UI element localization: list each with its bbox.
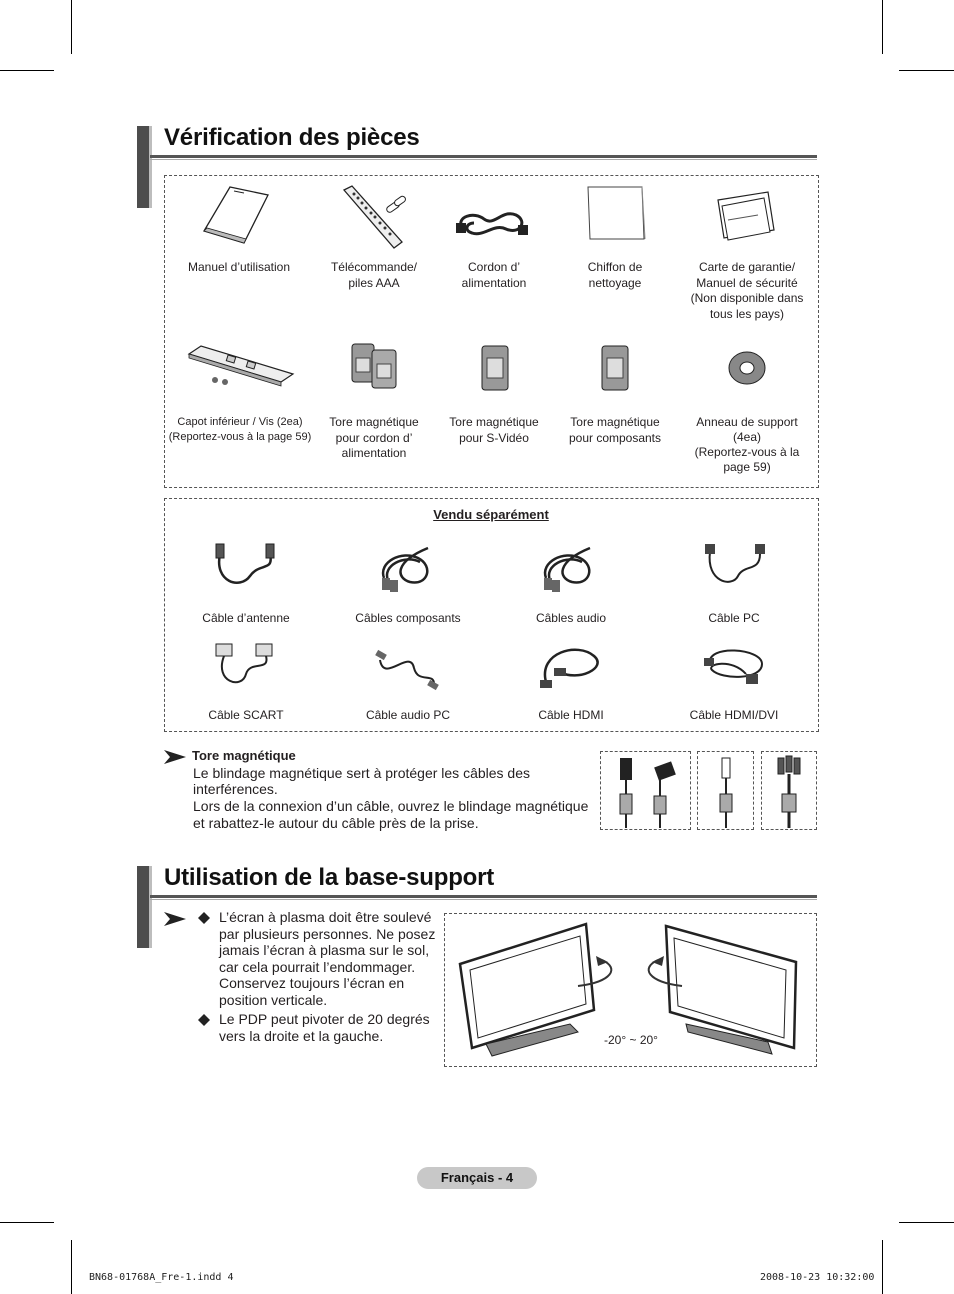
hdmi-cable-icon bbox=[538, 642, 608, 692]
pc-audio-cable-icon bbox=[374, 644, 440, 692]
cable-label: Câble PC bbox=[708, 611, 760, 625]
remote-icon bbox=[338, 184, 410, 252]
cable-label: Câble SCART bbox=[208, 708, 284, 722]
crop-mark bbox=[899, 1222, 954, 1223]
item-label: Tore magnétique pour cordon d’ alimentation bbox=[329, 415, 419, 460]
item-label: Manuel d’utilisation bbox=[187, 260, 291, 274]
section-rule bbox=[150, 155, 817, 158]
cable-label: Câble HDMI/DVI bbox=[689, 708, 779, 722]
crop-mark bbox=[882, 1240, 883, 1294]
note-line: Le blindage magnétique sert à protéger les câbles des bbox=[193, 765, 530, 781]
section-title: Vérification des pièces bbox=[164, 124, 420, 151]
note-arrow-icon bbox=[164, 750, 186, 764]
section-rule bbox=[150, 159, 817, 160]
cleaning-cloth-icon bbox=[584, 185, 646, 241]
section-bar bbox=[137, 126, 152, 208]
page-number: Français - 4 bbox=[417, 1167, 537, 1189]
cable-label: Câble HDMI bbox=[538, 708, 604, 722]
cable-label: Câble d’antenne bbox=[202, 611, 290, 625]
stand-bullet-line: jamais l’écran à plasma sur le sol, bbox=[219, 942, 430, 958]
stand-bullet-line: position verticale. bbox=[219, 992, 328, 1008]
ferrite-core-component-icon bbox=[598, 344, 632, 392]
section-bar bbox=[137, 866, 152, 948]
section-rule bbox=[150, 895, 817, 898]
ferrite-component-illustration bbox=[764, 754, 814, 828]
item-label: Chiffon de nettoyage bbox=[587, 260, 643, 290]
ferrite-power-illustration bbox=[604, 754, 688, 828]
stand-bullet-line: Conservez toujours l’écran en bbox=[219, 975, 405, 991]
power-cord-icon bbox=[454, 205, 532, 239]
pc-cable-icon bbox=[702, 542, 766, 594]
item-label: Cordon d’ alimentation bbox=[461, 260, 527, 290]
bullet-diamond-icon bbox=[198, 1014, 210, 1026]
component-cables-icon bbox=[378, 542, 438, 594]
ferrite-svideo-illustration bbox=[700, 754, 752, 828]
item-label: Tore magnétique pour composants bbox=[568, 415, 662, 445]
stand-bullet-line: car cela pourrait l’endommager. bbox=[219, 959, 416, 975]
item-label: Capot inférieur / Vis (2ea) (Reportez-vous à la page 59) bbox=[168, 416, 312, 443]
bottom-cover-icon bbox=[185, 344, 295, 390]
note-line: Lors de la connexion d’un câble, ouvrez le blindage magnétique bbox=[193, 798, 589, 814]
slug-date: 2008-10-23 10:32:00 bbox=[760, 1272, 875, 1283]
hdmi-dvi-cable-icon bbox=[702, 644, 768, 690]
audio-cables-icon bbox=[540, 542, 600, 594]
crop-mark bbox=[882, 0, 883, 54]
holder-ring-icon bbox=[726, 348, 768, 388]
sold-separately-heading: Vendu séparément bbox=[433, 507, 549, 522]
note-line: interférences. bbox=[193, 781, 278, 797]
section-title: Utilisation de la base-support bbox=[164, 864, 495, 891]
manual-icon bbox=[200, 185, 272, 245]
note-line: et rabattez-le autour du câble près de la prise. bbox=[193, 815, 479, 831]
rotation-range-label: -20° ~ 20° bbox=[604, 1033, 658, 1047]
section-rule bbox=[150, 899, 817, 900]
crop-mark bbox=[71, 1240, 72, 1294]
crop-mark bbox=[899, 70, 954, 71]
antenna-cable-icon bbox=[210, 542, 278, 594]
crop-mark bbox=[0, 70, 54, 71]
ferrite-core-svideo-icon bbox=[478, 344, 512, 392]
scart-cable-icon bbox=[212, 642, 276, 692]
cable-label: Câble audio PC bbox=[365, 708, 451, 722]
item-label: Carte de garantie/ Manuel de sécurité (Non disponible dans tous les pays) bbox=[690, 260, 804, 321]
crop-mark bbox=[0, 1222, 54, 1223]
ferrite-core-power-icon bbox=[350, 340, 400, 392]
item-label: Anneau de support (4ea) (Reportez-vous à la page 59) bbox=[694, 415, 800, 474]
warranty-card-icon bbox=[714, 190, 778, 244]
bullet-diamond-icon bbox=[198, 912, 210, 924]
stand-bullet-line: L’écran à plasma doit être soulevé bbox=[219, 909, 432, 925]
stand-bullet-line: vers la droite et la gauche. bbox=[219, 1028, 384, 1044]
stand-bullet-line: Le PDP peut pivoter de 20 degrés bbox=[219, 1011, 430, 1027]
note-title: Tore magnétique bbox=[192, 748, 296, 763]
item-label: Tore magnétique pour S-Vidéo bbox=[449, 415, 539, 445]
note-arrow-icon bbox=[164, 912, 186, 926]
crop-mark bbox=[71, 0, 72, 54]
item-label: Télécommande/ piles AAA bbox=[330, 260, 418, 290]
stand-bullet-line: par plusieurs personnes. Ne posez bbox=[219, 926, 436, 942]
cable-label: Câbles composants bbox=[355, 611, 461, 625]
slug-file: BN68-01768A_Fre-1.indd 4 bbox=[89, 1272, 234, 1283]
cable-label: Câbles audio bbox=[535, 611, 607, 625]
